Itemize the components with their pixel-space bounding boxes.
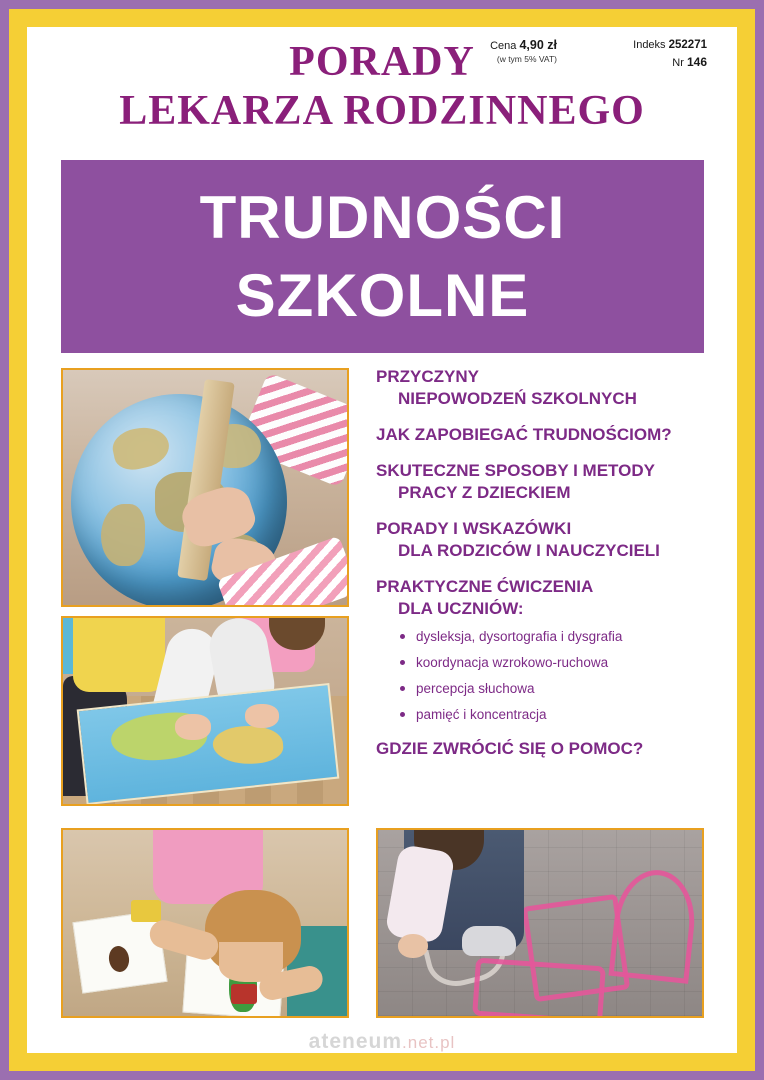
index-value: 252271: [668, 39, 707, 51]
watermark-text: ateneum: [308, 1030, 403, 1053]
list-item: koordynacja wzrokowo-ruchowa: [376, 654, 706, 672]
price-label: Cena: [490, 40, 517, 52]
contents-item-5-line1: PRAKTYCZNE ĆWICZENIA: [376, 577, 594, 596]
map-photo-art: [63, 618, 347, 804]
list-item: pamięć i koncentracja: [376, 706, 706, 724]
painting-photo: [61, 828, 349, 1018]
cover-headline: [61, 160, 704, 353]
map-photo: [61, 616, 349, 806]
cover-headline-banner: [61, 160, 704, 353]
globe-photo-art: [63, 370, 347, 605]
contents-bullets: [376, 628, 706, 724]
contents-item-4-line2: DLA RODZICÓW I NAUCZYCIELI: [398, 541, 660, 560]
list-item: percepcja słuchowa: [376, 680, 706, 698]
magazine-title: [27, 38, 737, 136]
contents-item-1: [376, 366, 706, 410]
contents-item-5: [376, 576, 706, 620]
magazine-title-line1: PORADY: [289, 39, 475, 85]
painting-photo-art: [63, 830, 347, 1016]
contents-item-5-line2: DLA UCZNIÓW:: [398, 599, 524, 618]
index-label: Indeks: [633, 39, 666, 51]
watermark-suffix: .net.pl: [402, 1033, 456, 1052]
cover-headline-line1: TRUDNOŚCI: [199, 183, 566, 251]
contents-item-3: [376, 460, 706, 504]
price-value: 4,90 zł: [519, 38, 557, 52]
vat-note: (w tym 5% VAT): [496, 53, 557, 64]
magazine-title-line2: LEKARZA RODZINNEGO: [119, 88, 645, 134]
contents-item-4: [376, 518, 706, 562]
masthead: [27, 30, 737, 150]
contents-list: [376, 366, 706, 760]
contents-item-3-line1: SKUTECZNE SPOSOBY I METODY: [376, 461, 655, 480]
contents-item-4-line1: PORADY I WSKAZÓWKI: [376, 519, 572, 538]
contents-item-1-line2: NIEPOWODZEŃ SZKOLNYCH: [398, 389, 637, 408]
contents-item-2-line1: JAK ZAPOBIEGAĆ TRUDNOŚCIOM?: [376, 425, 672, 444]
contents-item-1-line1: PRZYCZYNY: [376, 367, 479, 386]
list-item: dysleksja, dysortografia i dysgrafia: [376, 628, 706, 646]
issue-value: 146: [686, 54, 707, 69]
contents-item-6: GDZIE ZWRÓCIĆ SIĘ O POMOC?: [376, 739, 644, 758]
watermark: [0, 1030, 764, 1054]
chalk-photo: [376, 828, 704, 1018]
cover-headline-line2: SZKOLNE: [235, 261, 530, 329]
issue-label: Nr: [672, 56, 684, 69]
globe-photo: [61, 368, 349, 607]
contents-item-2: [376, 424, 706, 446]
contents-item-3-line2: PRACY Z DZIECKIEM: [398, 483, 571, 502]
chalk-photo-art: [378, 830, 702, 1016]
